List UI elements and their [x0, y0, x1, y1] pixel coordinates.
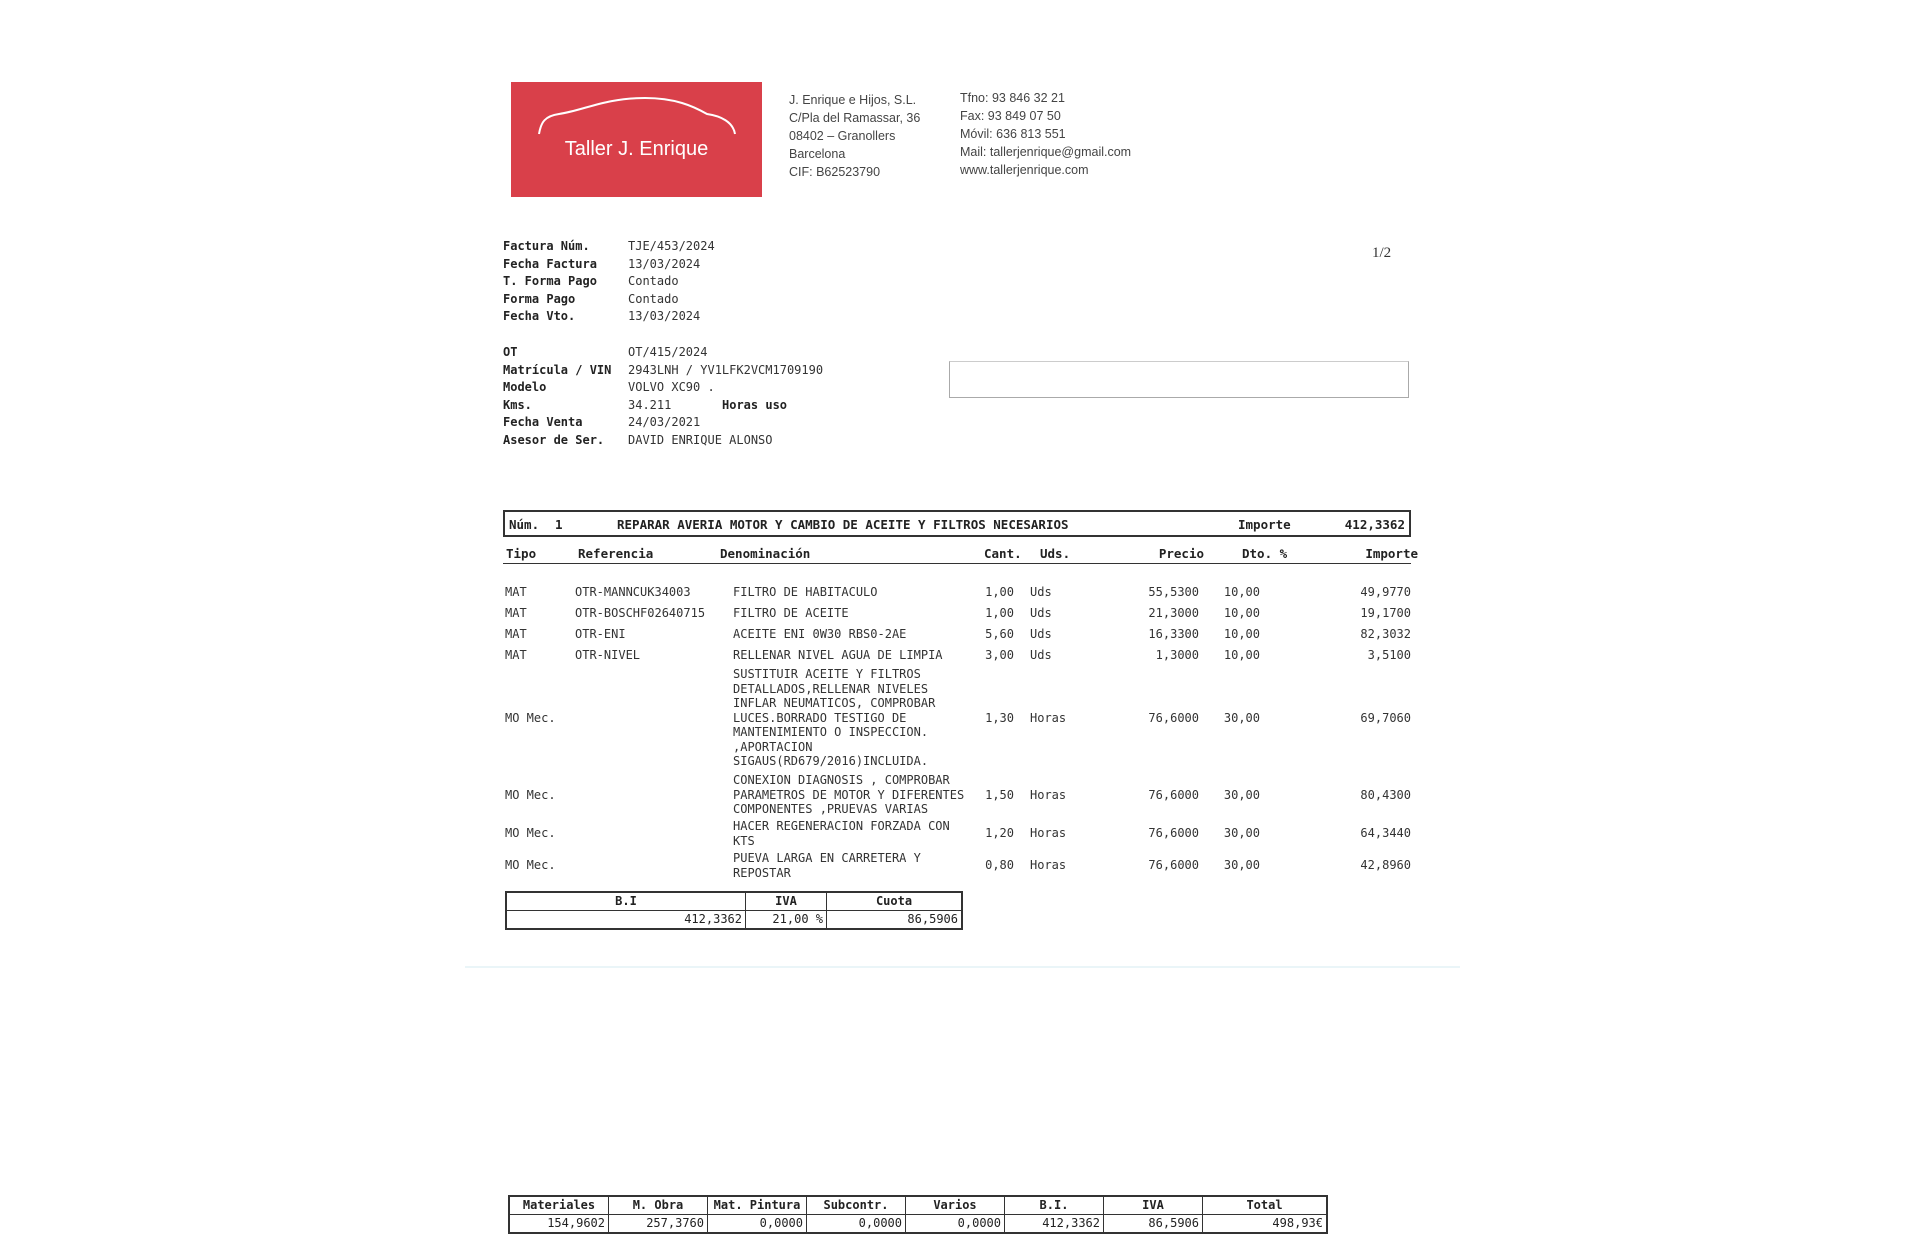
tax-summary-table	[505, 891, 963, 930]
line-tipo: MAT	[505, 606, 527, 620]
tax-header: Cuota	[827, 892, 963, 911]
totals-value: 498,93€	[1203, 1215, 1328, 1234]
vehicle-labels	[503, 344, 611, 449]
invoice-labels	[503, 238, 597, 326]
line-precio: 76,6000	[1148, 826, 1199, 841]
line-cant: 1,20	[985, 826, 1014, 841]
section-num: 1	[555, 517, 563, 532]
line-importe: 19,1700	[1360, 606, 1411, 620]
totals-value: 0,0000	[708, 1215, 807, 1234]
payment-type: Contado	[628, 274, 679, 288]
invoice-label: Factura Núm.	[503, 239, 590, 253]
vehicle-label: OT	[503, 345, 518, 359]
line-uds: Horas	[1030, 787, 1067, 802]
col-tipo: Tipo	[506, 546, 537, 561]
line-ref: OTR-ENI	[575, 627, 626, 641]
line-importe: 49,9770	[1360, 585, 1411, 599]
line-uds: Horas	[1030, 858, 1067, 873]
totals-table	[508, 1195, 1328, 1234]
line-precio: 76,6000	[1148, 787, 1199, 802]
vehicle-label: Kms.	[503, 397, 532, 412]
invoice-label: Fecha Vto.	[503, 309, 576, 323]
contact-line: Mail: tallerjenrique@gmail.com	[960, 145, 1132, 159]
line-importe: 64,3440	[1360, 826, 1411, 841]
line-importe: 82,3032	[1360, 627, 1411, 641]
line-dto: 10,00	[1223, 648, 1260, 662]
line-desc: RELLENAR NIVEL AGUA DE LIMPIA	[733, 648, 943, 662]
totals-value: 154,9602	[509, 1215, 609, 1234]
totals-value: 412,3362	[1005, 1215, 1104, 1234]
line-dto: 30,00	[1223, 710, 1260, 725]
invoice-number: TJE/453/2024	[628, 239, 715, 253]
line-desc: FILTRO DE HABITACULO	[733, 585, 878, 599]
line-tipo: MO Mec.	[505, 858, 556, 873]
line-tipo: MAT	[505, 627, 527, 641]
line-desc: PUEVA LARGA EN CARRETERA Y REPOSTAR	[733, 851, 921, 880]
line-uds: Uds	[1030, 585, 1052, 599]
company-address	[789, 91, 920, 181]
totals-header: Varios	[906, 1196, 1005, 1215]
line-desc: ACEITE ENI 0W30 RBS0-2AE	[733, 627, 907, 641]
totals-value: 257,3760	[609, 1215, 708, 1234]
vehicle-label: Asesor de Ser.	[503, 432, 605, 447]
totals-header: IVA	[1104, 1196, 1203, 1215]
address-line: CIF: B62523790	[789, 165, 881, 179]
line-uds: Uds	[1030, 606, 1052, 620]
sale-date: 24/03/2021	[628, 415, 701, 429]
section-importe: 412,3362	[1344, 517, 1405, 532]
invoice-label: Forma Pago	[503, 291, 576, 306]
col-referencia: Referencia	[578, 546, 654, 561]
vehicle-label: Modelo	[503, 380, 547, 394]
invoice-values	[628, 238, 715, 326]
line-cant: 1,30	[985, 710, 1014, 725]
col-dto: Dto. %	[1242, 546, 1288, 561]
line-tipo: MO Mec.	[505, 787, 556, 802]
line-tipo: MO Mec.	[505, 710, 556, 725]
section-title: REPARAR AVERIA MOTOR Y CAMBIO DE ACEITE Y FILTROS NECESARIOS	[617, 517, 1069, 532]
address-line: Barcelona	[789, 147, 846, 161]
line-desc: HACER REGENERACION FORZADA CON KTS	[733, 819, 950, 848]
totals-value: 86,5906	[1104, 1215, 1203, 1234]
contact-line: Fax: 93 849 07 50	[960, 109, 1061, 123]
logo-text: Taller J. Enrique	[564, 138, 709, 160]
totals-header: Subcontr.	[807, 1196, 906, 1215]
line-precio: 16,3300	[1148, 627, 1199, 641]
page-number: 1/2	[1372, 245, 1392, 261]
line-cant: 0,80	[985, 858, 1014, 873]
scan-artifact	[465, 966, 1460, 968]
col-cant: Cant.	[984, 546, 1022, 561]
invoice-label: T. Forma Pago	[503, 274, 597, 288]
line-importe: 80,4300	[1360, 787, 1411, 802]
payment-method: Contado	[628, 291, 679, 306]
line-importe: 69,7060	[1360, 710, 1411, 725]
contact-line: www.tallerjenrique.com	[960, 163, 1089, 177]
line-dto: 10,00	[1223, 606, 1260, 620]
totals-value: 0,0000	[906, 1215, 1005, 1234]
line-tipo: MO Mec.	[505, 826, 556, 841]
line-cant: 1,00	[985, 606, 1014, 620]
line-precio: 76,6000	[1148, 858, 1199, 873]
line-uds: Uds	[1030, 648, 1052, 662]
line-importe: 42,8960	[1360, 858, 1411, 873]
invoice-label: Fecha Factura	[503, 256, 597, 271]
col-precio: Precio	[1158, 546, 1204, 561]
col-denominacion: Denominación	[720, 546, 811, 561]
line-desc: SUSTITUIR ACEITE Y FILTROS DETALLADOS,RELLENAR NIVELES INFLAR NEUMATICOS, COMPROBAR LUCES.BORRADO TESTIGO DE MANTENIMIENTO O INSPECCION. ,APORTACION SIGAUS(RD679/2016)INCLUIDA.	[733, 667, 936, 768]
line-precio: 21,3000	[1148, 606, 1199, 620]
line-precio: 55,5300	[1148, 585, 1199, 599]
col-uds: Uds.	[1040, 546, 1071, 561]
line-cant: 1,50	[985, 787, 1014, 802]
section-num-label: Núm.	[509, 517, 540, 532]
line-ref: OTR-NIVEL	[575, 648, 641, 662]
service-advisor: DAVID ENRIQUE ALONSO	[628, 432, 773, 447]
section-importe-label: Importe	[1238, 517, 1291, 532]
line-dto: 30,00	[1223, 826, 1260, 841]
contact-line: Móvil: 636 813 551	[960, 127, 1066, 141]
tax-value: 412,3362	[506, 911, 746, 930]
contact-line: Tfno: 93 846 32 21	[960, 91, 1065, 105]
line-precio: 1,3000	[1155, 648, 1199, 662]
plate-vin: 2943LNH / YV1LFK2VCM1709190	[628, 362, 824, 377]
totals-header: Materiales	[509, 1196, 609, 1215]
model: VOLVO XC90 .	[628, 380, 715, 394]
horas-uso-label: Horas uso	[722, 397, 788, 412]
tax-header: IVA	[746, 892, 827, 911]
invoice-date: 13/03/2024	[628, 256, 701, 271]
company-contact	[960, 89, 1131, 179]
blank-field-box	[949, 361, 1409, 398]
line-uds: Horas	[1030, 710, 1067, 725]
car-silhouette-icon	[535, 92, 740, 140]
section-header	[503, 510, 1411, 537]
line-ref: OTR-BOSCHF02640715	[575, 606, 706, 620]
line-cant: 3,00	[985, 648, 1014, 662]
totals-header: M. Obra	[609, 1196, 708, 1215]
line-uds: Horas	[1030, 826, 1067, 841]
line-tipo: MAT	[505, 648, 527, 662]
totals-header: Mat. Pintura	[708, 1196, 807, 1215]
line-precio: 76,6000	[1148, 710, 1199, 725]
address-line: J. Enrique e Hijos, S.L.	[789, 93, 917, 107]
vehicle-label: Fecha Venta	[503, 415, 583, 429]
column-divider	[503, 563, 1411, 564]
line-cant: 5,60	[985, 627, 1014, 641]
line-importe: 3,5100	[1367, 648, 1411, 662]
address-line: C/Pla del Ramassar, 36	[789, 111, 921, 125]
totals-header: B.I.	[1005, 1196, 1104, 1215]
line-dto: 10,00	[1223, 585, 1260, 599]
line-ref: OTR-MANNCUK34003	[575, 585, 691, 599]
line-desc: CONEXION DIAGNOSIS , COMPROBAR PARAMETROS DE MOTOR Y DIFERENTES COMPONENTES ,PRUEVAS VARIAS	[733, 773, 965, 816]
line-cant: 1,00	[985, 585, 1014, 599]
tax-header: B.I	[506, 892, 746, 911]
line-desc: FILTRO DE ACEITE	[733, 606, 849, 620]
totals-header: Total	[1203, 1196, 1328, 1215]
totals-value: 0,0000	[807, 1215, 906, 1234]
line-dto: 30,00	[1223, 858, 1260, 873]
tax-value: 86,5906	[827, 911, 963, 930]
line-dto: 10,00	[1223, 627, 1260, 641]
address-line: 08402 – Granollers	[789, 129, 896, 143]
line-uds: Uds	[1030, 627, 1052, 641]
kms-value: 34.211	[628, 397, 672, 412]
due-date: 13/03/2024	[628, 309, 701, 323]
vehicle-label: Matrícula / VIN	[503, 362, 612, 377]
col-importe: Importe	[1365, 546, 1418, 561]
work-order: OT/415/2024	[628, 345, 708, 359]
line-tipo: MAT	[505, 585, 527, 599]
company-logo	[511, 82, 762, 197]
tax-value: 21,00 %	[746, 911, 827, 930]
line-dto: 30,00	[1223, 787, 1260, 802]
